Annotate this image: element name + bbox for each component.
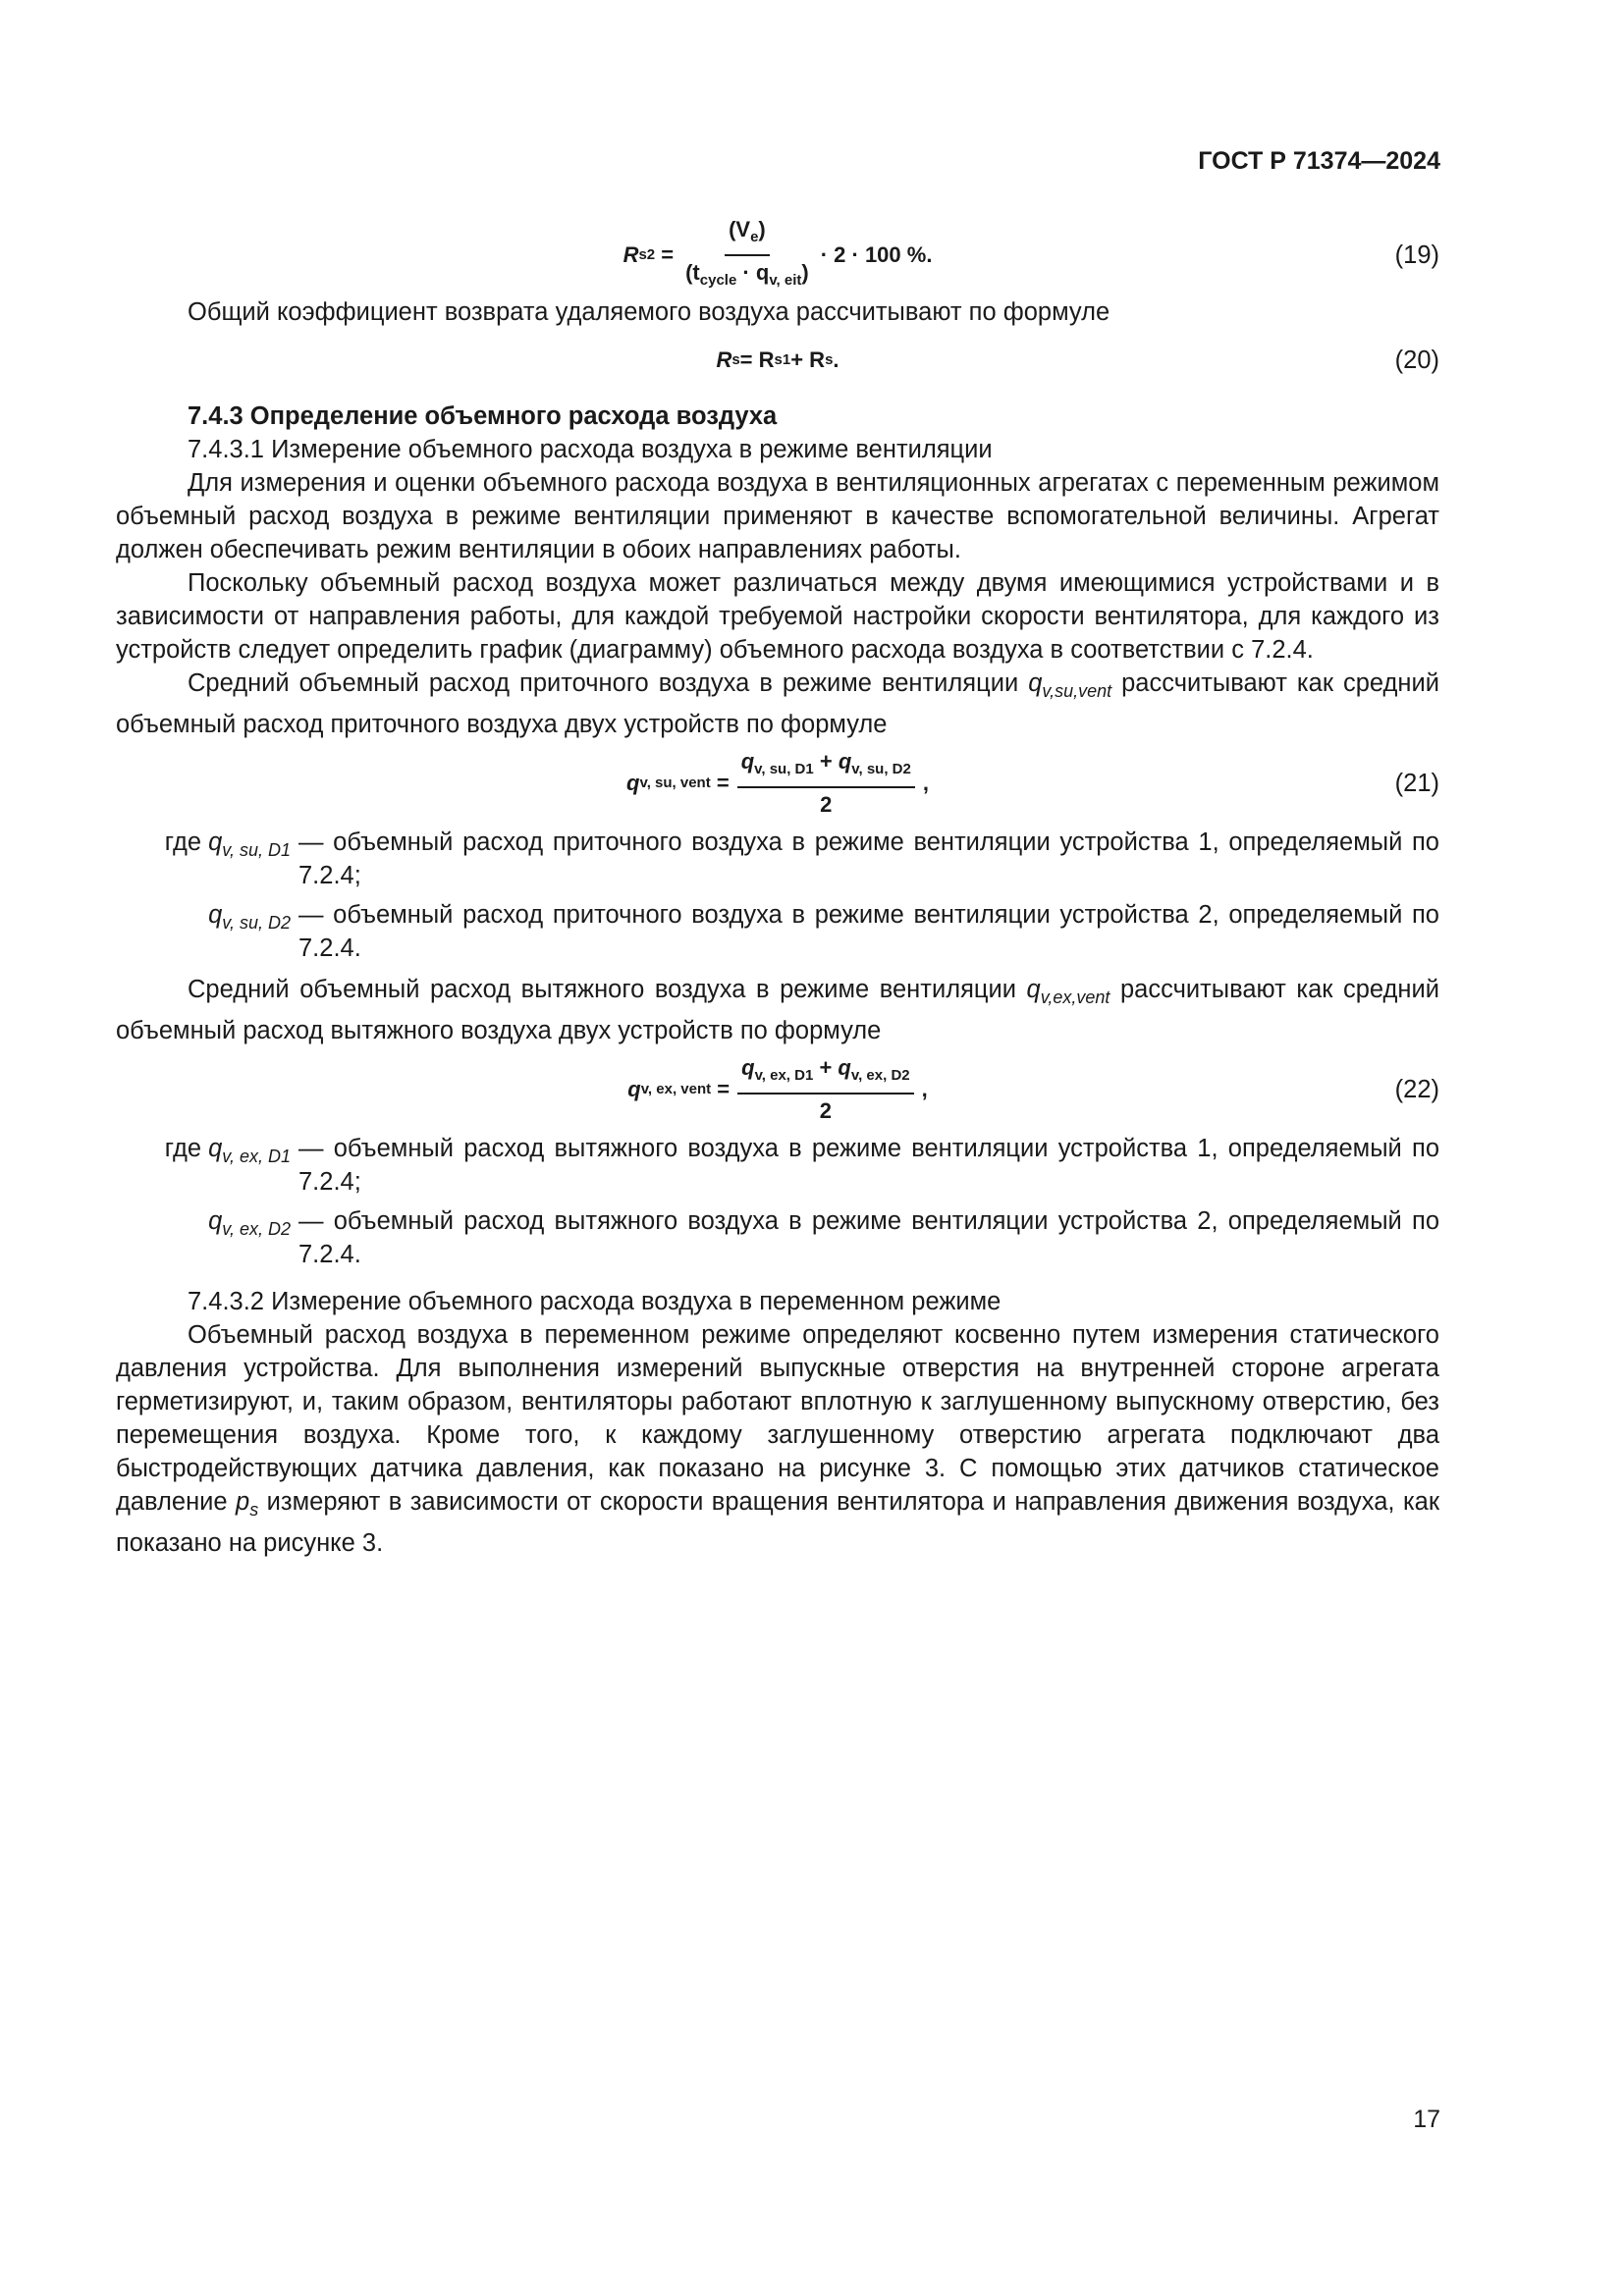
p3-symbol-sub: v,su,vent <box>1042 681 1112 701</box>
where21-sub-1: v, su, D1 <box>222 840 291 860</box>
equation-19 <box>116 217 1439 290</box>
eq19-num-text: (V <box>729 217 751 241</box>
paragraph-ventilation-mode: Для измерения и оценки объемного расхода воздуха в вентиляционных агрегатах с переменным режимом объемный расход воздуха в режиме вентиляции применяют в качестве вспомогательной величины. Агрегат должен обеспечивать режим вентиляции в обоих направлениях работы. <box>116 469 1439 563</box>
where-block-21 <box>116 826 1439 965</box>
eq22-lhs-sub: v, ex, vent <box>640 1081 712 1097</box>
eq20-lhs: R <box>716 347 732 372</box>
eq22-denominator: 2 <box>819 1098 832 1123</box>
where21-desc-2: — объемный расход приточного воздуха в режиме вентиляции устройства 2, определяемый по 7.2.4. <box>298 901 1439 962</box>
eq22-lhs: q <box>627 1077 641 1101</box>
eq20-tail-sub: s <box>825 351 834 368</box>
eq22-num-op: + <box>813 1055 839 1080</box>
equation-21 <box>116 741 1439 826</box>
formula-21: q v, su, vent = $\frac{q_{v, su, D1} + q_{v, su, D2}}{2}$ , <box>626 747 929 820</box>
eq19-den-sub2: v, eit <box>769 272 802 289</box>
p5-symbol: p <box>236 1488 250 1516</box>
eq19-num-close: ) <box>758 217 766 241</box>
eq21-num-b-sub: v, su, D2 <box>851 761 911 777</box>
p5-symbol-sub: s <box>249 1500 259 1520</box>
eq22-fraction <box>737 1053 914 1126</box>
where21-symbol-2 <box>116 898 298 965</box>
where22-prefix: где <box>164 1135 209 1162</box>
equation-20 <box>116 329 1439 392</box>
eq19-denominator <box>681 256 813 295</box>
general-coefficient-intro: Общий коэффициент возврата удаляемого воздуха рассчитывают по формуле <box>188 298 1110 326</box>
eq21-denominator: 2 <box>820 792 833 817</box>
eq19-fraction <box>681 215 813 295</box>
where22-sym-1: q <box>208 1135 223 1162</box>
eq19-lhs: R <box>623 242 639 267</box>
section-heading-7-4-3: 7.4.3 Определение объемного расхода воздуха <box>188 402 778 430</box>
eq19-den-sub1: cycle <box>699 272 737 289</box>
where21-sub-2: v, su, D2 <box>222 913 291 933</box>
where22-desc-1: — объемный расход вытяжного воздуха в режиме вентиляции устройства 1, определяемый по 7.2.4; <box>298 1135 1439 1196</box>
eq19-lhs-sub: s2 <box>638 246 656 263</box>
eq21-tail: , <box>922 771 929 795</box>
eq19-den-close: ) <box>801 260 809 285</box>
eq20-lhs-sub: s <box>731 351 740 368</box>
formula-20 <box>716 344 839 377</box>
eq21-fraction <box>737 747 915 820</box>
eq21-num-a: q <box>740 749 755 774</box>
eq21-num-b: q <box>838 749 852 774</box>
p5-after: измеряют в зависимости от скорости вращения вентилятора и направления движения воздуха, как показано на рисунке 3. <box>116 1488 1440 1557</box>
equation-number-20: (20) <box>1394 347 1439 374</box>
page-number: 17 <box>1413 2106 1440 2133</box>
eq19-den-open: (t <box>685 260 700 285</box>
page-body <box>116 217 1440 1560</box>
eq19-tail: · 2 · 100 %. <box>820 242 933 267</box>
p3-after: рассчитывают как средний объемный расход приточного воздуха двух устройств по формуле <box>116 669 1439 738</box>
where22-symbol-2 <box>116 1204 298 1271</box>
where-block-22 <box>116 1132 1439 1271</box>
eq22-num-b: q <box>838 1055 851 1080</box>
equation-number-21: (21) <box>1394 770 1439 797</box>
eq19-num-sub: e <box>750 229 759 245</box>
paragraph-variable-mode <box>116 1318 1439 1560</box>
where22-sub-1: v, ex, D1 <box>222 1147 291 1166</box>
where21-sym-1: q <box>208 828 223 856</box>
eq22-num-b-sub: v, ex, D2 <box>850 1067 910 1084</box>
eq22-tail: , <box>921 1077 928 1101</box>
eq22-num-a-sub: v, ex, D1 <box>754 1067 814 1084</box>
paragraph-flow-differences: Поскольку объемный расход воздуха может различаться между двумя имеющимися устройствами и в зависимости от направления работы, для каждой требуемой настройки скорости вентилятора, для каждого из устройств следует определить график (диаграмму) объемного расхода воздуха в соответствии с 7.2.4. <box>116 569 1439 664</box>
where22-desc-2: — объемный расход вытяжного воздуха в режиме вентиляции устройства 2, определяемый по 7.2.4. <box>298 1207 1439 1268</box>
where21-symbol-1 <box>116 826 298 892</box>
eq20-mid: = R <box>739 347 775 372</box>
p3-symbol: q <box>1028 669 1043 697</box>
subsection-heading-7-4-3-2: 7.4.3.2 Измерение объемного расхода воздуха в переменном режиме <box>188 1288 1001 1315</box>
paragraph-exhaust-mean <box>116 973 1439 1047</box>
where22-sym-2: q <box>208 1207 223 1235</box>
eq20-tail-op: + R <box>790 347 826 372</box>
eq22-num-a: q <box>741 1055 755 1080</box>
eq21-numerator <box>737 747 915 788</box>
paragraph-supply-mean <box>116 667 1439 741</box>
p3-before: Средний объемный расход приточного воздуха в режиме вентиляции <box>188 669 1029 697</box>
eq19-numerator <box>725 215 770 256</box>
p4-before: Средний объемный расход вытяжного воздуха в режиме вентиляции <box>188 976 1027 1003</box>
p5-before: Объемный расход воздуха в переменном режиме определяют косвенно путем измерения статического давления устройства. Для выполнения измерений выпускные отверстия на внутренней стороне агрегата герметизируют, и, таким образом, вентиляторы работают вплотную к заглушенному выпускному отверстию, без перемещения воздуха. Кроме того, к каждому заглушенному отверстию агрегата подключают два быстродействующих датчика давления, как показано на рисунке 3. С помощью этих датчиков статическое давление <box>116 1321 1439 1516</box>
formula-19: R s2 = $\frac{(V_e)}{(t_{cycle} \cdot q_{v, eit})}$ · 2 · 100 %. <box>623 215 933 295</box>
where21-desc-1: — объемный расход приточного воздуха в режиме вентиляции устройства 1, определяемый по 7.2.4; <box>298 828 1439 889</box>
equation-22 <box>116 1047 1439 1132</box>
eq20-end: . <box>833 347 839 372</box>
eq21-lhs-sub: v, su, vent <box>639 774 711 791</box>
where22-sub-2: v, ex, D2 <box>222 1219 291 1239</box>
document-designation: ГОСТ Р 71374—2024 <box>1198 147 1440 175</box>
p4-after: рассчитывают как средний объемный расход вытяжного воздуха двух устройств по формуле <box>116 976 1439 1044</box>
equation-number-19: (19) <box>1394 241 1439 269</box>
where21-sym-2: q <box>208 901 223 929</box>
eq21-num-op: + <box>813 749 839 774</box>
formula-22: q v, ex, vent = $\frac{q_{v, ex, D1} + q_{v, ex, D2}}{2}$ , <box>627 1053 928 1126</box>
p4-symbol: q <box>1026 976 1041 1003</box>
eq19-den-mid: · q <box>736 260 770 285</box>
where22-symbol-1 <box>116 1132 298 1199</box>
equation-number-22: (22) <box>1394 1076 1439 1103</box>
eq21-lhs: q <box>626 771 640 795</box>
where21-prefix: где <box>164 828 209 856</box>
p4-symbol-sub: v,ex,vent <box>1040 988 1110 1007</box>
subsection-heading-7-4-3-1: 7.4.3.1 Измерение объемного расхода воздуха в режиме вентиляции <box>188 436 993 463</box>
eq21-num-a-sub: v, su, D1 <box>754 761 814 777</box>
eq20-mid-sub: s1 <box>774 351 791 368</box>
eq22-numerator <box>737 1053 914 1095</box>
